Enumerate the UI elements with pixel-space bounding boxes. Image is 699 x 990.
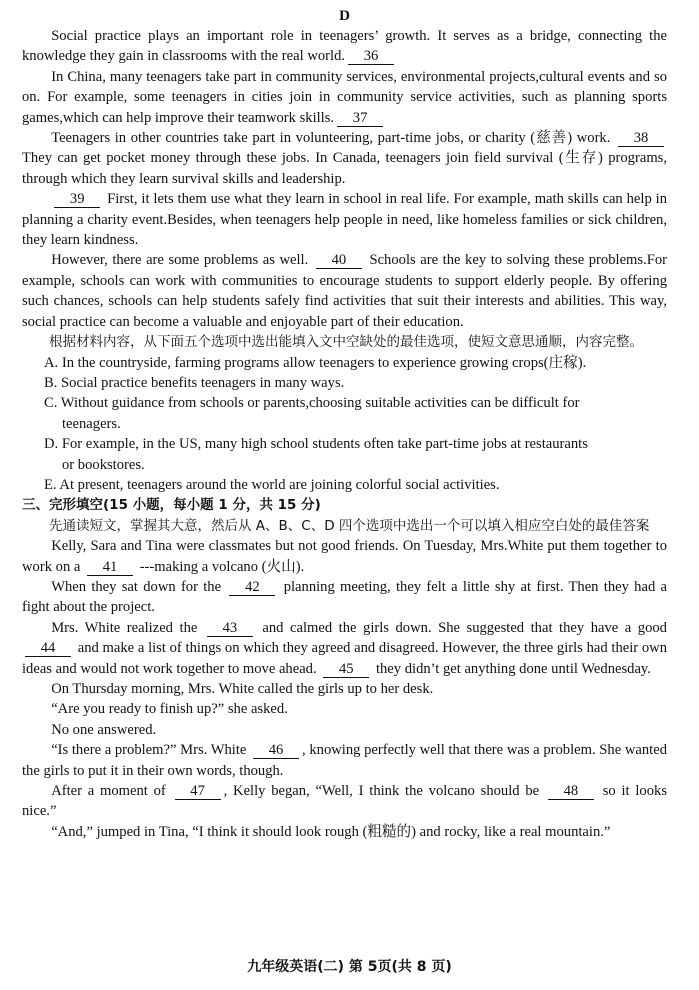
blank-46: 46 [253,743,299,759]
section-3-heading: 三、完形填空(15 小题，每小题 1 分，共 15 分) [22,497,321,514]
cloze-paragraph-7: “Is there a problem?” Mrs. White 46 , knowing perfectly well that there was a problem. She wanted the girls to put it in their own words, though. [22,742,667,779]
blank-47: 47 [175,784,221,800]
cloze-paragraph-9: “And,” jumped in Tina, “I think it should look rough (粗糙的) and rocky, like a real mountain.” [51,823,611,840]
blank-39: 39 [54,192,100,208]
cloze-paragraph-5: “Are you ready to finish up?” she asked. [51,701,288,718]
option-e: E. At present, teenagers around the world are joining colorful social activities. [44,476,500,493]
cloze-paragraph-8: After a moment of 47 , Kelly began, “Well, I think the volcano should be 48 so it looks nice.” [22,783,667,820]
instruction-options: 根据材料内容，从下面五个选项中选出能填入文中空缺处的最佳选项，使短文意思通顺，内容完整。 [49,334,643,351]
instruction-cloze: 先通读短文，掌握其大意，然后从 A、B、C、D 四个选项中选出一个可以填入相应空白处的最佳答案 [49,517,650,534]
option-d: D. For example, in the US, many high school students often take part-time jobs at restaurants [44,436,588,453]
option-c-continued: teenagers. [62,415,121,432]
blank-42: 42 [229,580,275,596]
blank-41: 41 [87,560,133,576]
cloze-paragraph-1: Kelly, Sara and Tina were classmates but not good friends. On Tuesday, Mrs.White put them together to work on a 41 ---making a volcano (火山). [22,538,667,575]
cloze-paragraph-2: When they sat down for the 42 planning meeting, they felt a little shy at first. Then they had a fight about the project. [22,578,668,616]
section-label: D [339,8,350,24]
cloze-paragraph-3: Mrs. White realized the 43 and calmed the girls down. She suggested that they have a good 44 and make a list of things on which they agreed and disagreed. However, the three girls had their own ideas and would not work together to move ahead. 45 they didn’t get anything done until Wednesday. [22,619,667,677]
blank-38: 38 [618,131,664,147]
cloze-paragraph-4: On Thursday morning, Mrs. White called the girls up to her desk. [51,681,434,697]
option-b: B. Social practice benefits teenagers in many ways. [44,374,345,391]
passage-paragraph-4: 39 First, it lets them use what they learn in school in real life. For example, math skills can help in planning a charity event.Besides, when teenagers help people in need, like homeless families or sick children, they learn kindness. [22,191,667,249]
passage-paragraph-3: Teenagers in other countries take part in volunteering, part-time jobs, or charity (慈善) work. 38 They can get pocket money through these jobs. In Canada, teenagers join field survival (生存) programs, through which they learn survival skills and leadership. [22,130,667,187]
page-footer: 九年级英语(二) 第 5页(共 8 页) [247,959,452,975]
blank-40: 40 [316,253,362,269]
option-a: A. In the countryside, farming programs allow teenagers to experience growing crops(庄稼). [44,354,587,371]
blank-37: 37 [337,111,383,127]
passage-paragraph-2: In China, many teenagers take part in community services, environmental projects,cultural events and so on. For example, some teenagers in cities join in community service activities, such as planning sports games,which can help improve their teamwork skills. 37 [22,68,667,126]
passage-paragraph-1: Social practice plays an important role in teenagers’ growth. It serves as a bridge, connecting the knowledge they gain in classrooms with the real world. 36 [22,28,667,65]
blank-36: 36 [348,49,394,65]
option-d-continued: or bookstores. [62,456,145,473]
blank-44: 44 [25,641,71,657]
blank-43: 43 [207,621,253,637]
blank-45: 45 [323,662,369,678]
option-c: C. Without guidance from schools or parents,choosing suitable activities can be difficult for [44,395,580,412]
blank-48: 48 [548,784,594,800]
cloze-paragraph-6: No one answered. [51,721,157,738]
passage-paragraph-5: However, there are some problems as well. 40 Schools are the key to solving these problems.For example, schools can work with communities to encourage students to support elderly people. By offering such chances, schools can help students safely find activities that suit their interests and abilities. This way, social practice can become a valuable and enjoyable part of their education. [22,252,667,330]
